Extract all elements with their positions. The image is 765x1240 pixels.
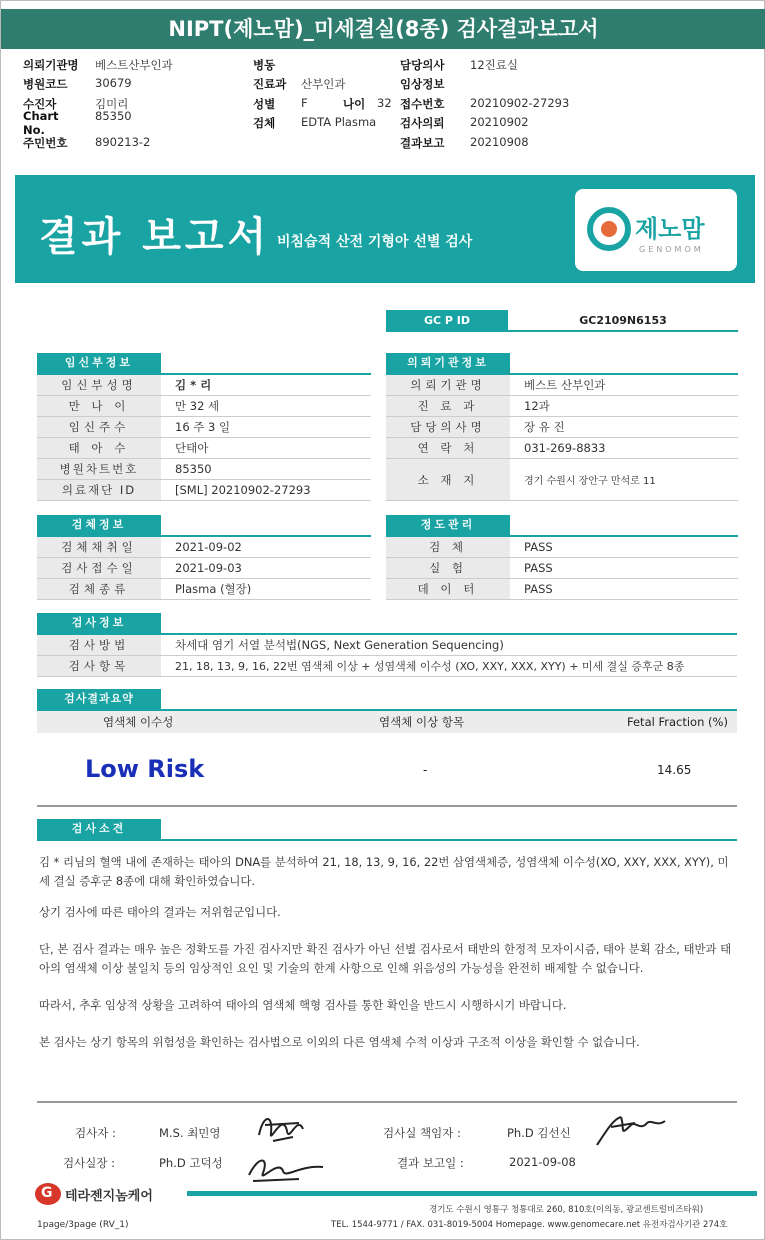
patient-meta [23, 55, 753, 153]
pregnancy-info [37, 353, 371, 501]
meta-value: 산부인과 [301, 77, 346, 92]
banner-subtitle: 비침습적 산전 기형아 선별 검사 [277, 234, 473, 250]
meta-label: 병동 [253, 57, 276, 72]
terragen-logo-icon [35, 1183, 61, 1205]
field-label: 만 나 이 [37, 396, 161, 416]
findings-text [39, 853, 739, 1064]
field-value: 경기 수원시 장안구 만석로 11 [524, 476, 656, 487]
finding-paragraph: 본 검사는 상기 항목의 위험성을 확인하는 검사법으로 이외의 다른 염색체 수적 이상과 구조적 이상을 확인할 수 없습니다. [39, 1035, 640, 1049]
meta-label: 검사의뢰 [400, 116, 445, 131]
meta-value: 30679 [95, 76, 132, 91]
meta-label: 성별 [253, 96, 276, 111]
logo-subtext: GENOMOM [639, 245, 704, 254]
section-heading: 임신부정보 [37, 353, 161, 373]
field-value: 베스트 산부인과 [524, 378, 606, 392]
signature-label: 검사실장 : [63, 1156, 115, 1170]
qc-status: PASS [524, 582, 553, 596]
field-label: 의료재단 ID [37, 480, 161, 500]
meta-label: 임상정보 [400, 77, 445, 92]
section-heading: 검사소견 [37, 819, 161, 839]
field-label: 검체채취일 [37, 537, 161, 557]
field-label: 검체종류 [37, 579, 161, 599]
column-header: 염색체 이상 항목 [379, 715, 465, 729]
meta-label: 병원코드 [23, 77, 68, 92]
meta-label: 담당의사 [400, 57, 445, 72]
field-value: 16 주 3 일 [175, 420, 231, 434]
company-address: 경기도 수원시 영통구 청통대로 260, 810호(이의동, 광교센트럴비즈타워) [429, 1205, 704, 1215]
field-label: 데 이 터 [386, 579, 510, 599]
meta-value: 20210908 [470, 134, 529, 149]
result-summary [37, 689, 737, 711]
field-value: 차세대 염기 서열 분석법(NGS, Next Generation Sequencing) [175, 638, 504, 652]
meta-value: 20210902 [470, 115, 529, 130]
field-label: 임신주수 [37, 417, 161, 437]
summary-header-row [37, 711, 737, 733]
handwritten-signature-2 [239, 1149, 329, 1189]
finding-paragraph: 따라서, 추후 임상적 상황을 고려하여 태아의 염색체 핵형 검사를 통한 확인을 반드시 시행하시기 바랍니다. [39, 998, 567, 1012]
field-label: 실 험 [386, 558, 510, 578]
section-heading: 검사결과요약 [37, 689, 161, 709]
section-heading: 검사정보 [37, 613, 161, 633]
fetal-fraction: 14.65 [657, 763, 692, 777]
test-info [37, 613, 737, 677]
field-value: 031-269-8833 [524, 441, 606, 455]
meta-value: 32 [377, 95, 392, 110]
field-label: 담당의사명 [386, 417, 510, 437]
page-number: 1page/3page (RV_1) [37, 1220, 129, 1230]
meta-label: 수진자 [23, 96, 57, 111]
field-label: 임신부성명 [37, 375, 161, 395]
genomom-logo-icon [587, 207, 631, 251]
field-label: 검사접수일 [37, 558, 161, 578]
institution-info [386, 353, 738, 501]
signature-label: 결과 보고일 : [397, 1156, 464, 1170]
field-value: 장 유 진 [524, 420, 565, 434]
section-heading: 검체정보 [37, 515, 161, 535]
section-heading: 의뢰기관정보 [386, 353, 510, 373]
signature-name: Ph.D 김선신 [507, 1126, 571, 1140]
gc-pid [386, 310, 738, 332]
meta-value: EDTA Plasma [301, 115, 377, 130]
field-label: 의뢰기관명 [386, 375, 510, 395]
signature-name: Ph.D 고덕성 [159, 1156, 223, 1170]
finding-paragraph: 단, 본 검사 결과는 매우 높은 정확도를 가진 검사지만 확진 검사가 아닌 선별 검사로서 태반의 한정적 모자이시즘, 태아 분획 감소, 태반과 태아의 염색체 이상 불일치 등의 임상적인 요인 및 기술의 한계 사항으로 인해 위음성의 가능성을 완전히 배제할 수 없습니다. [39, 942, 732, 975]
handwritten-signature-3 [591, 1109, 671, 1149]
company-name: 테라젠지놈케어 [65, 1189, 153, 1204]
column-header: Fetal Fraction (%) [627, 715, 728, 729]
genomom-logo [575, 189, 737, 271]
company-contact: TEL. 1544-9771 / FAX. 031-8019-5004 Homepage. www.genomecare.net 유전자검사기관 274호 [331, 1220, 728, 1230]
field-value: 21, 18, 13, 9, 16, 22번 염색체 이상 + 성염색체 이수성 (XO, XXY, XXX, XYY) + 미세 결실 증후군 8종 [175, 660, 685, 673]
field-value: 2021-09-03 [175, 561, 242, 575]
field-label: 검사방법 [37, 635, 161, 655]
abnormal-items: - [423, 763, 428, 777]
gc-pid-label: GC P ID [386, 310, 508, 330]
meta-label: 진료과 [253, 77, 287, 92]
handwritten-signature-1 [253, 1105, 313, 1151]
meta-label: 주민번호 [23, 135, 68, 150]
meta-value: F [301, 95, 308, 110]
risk-result: Low Risk [85, 755, 205, 783]
meta-label: 검체 [253, 116, 276, 131]
signature-label: 검사실 책임자 : [383, 1126, 461, 1140]
field-label: 진 료 과 [386, 396, 510, 416]
field-value: 단태아 [175, 441, 209, 455]
meta-label: 나이 [343, 96, 366, 111]
qc-status: PASS [524, 561, 553, 575]
specimen-info [37, 515, 371, 600]
report-title: NIPT(제노맘)_미세결실(8종) 검사결과보고서 [1, 9, 765, 49]
meta-label: 결과보고 [400, 135, 445, 150]
findings-section [37, 819, 737, 841]
report-banner [15, 175, 755, 283]
qc-status: PASS [524, 540, 553, 554]
section-heading: 정도관리 [386, 515, 510, 535]
column-header: 염색체 이수성 [103, 715, 174, 729]
field-label: 태 아 수 [37, 438, 161, 458]
signature-label: 검사자 : [75, 1126, 116, 1140]
logo-text: 제노맘 [635, 215, 705, 243]
report-date: 2021-09-08 [509, 1155, 576, 1169]
field-value: 2021-09-02 [175, 540, 242, 554]
meta-value: 20210902-27293 [470, 95, 570, 110]
quality-control [386, 515, 738, 600]
meta-value: 베스트산부인과 [95, 57, 173, 72]
field-value: 85350 [175, 462, 212, 476]
field-value: 만 32 세 [175, 399, 220, 413]
meta-label: Chart No. [23, 109, 59, 138]
field-label: 검 체 [386, 537, 510, 557]
signature-name: M.S. 최민영 [159, 1126, 221, 1140]
banner-title: 결과 보고서 [39, 214, 271, 260]
meta-value: 김미리 [95, 96, 129, 111]
meta-value: 85350 [95, 109, 132, 124]
meta-label: 의뢰기관명 [23, 57, 79, 72]
field-label: 병원차트번호 [37, 459, 161, 479]
gc-pid-value: GC2109N6153 [579, 314, 667, 327]
field-value: 김 * 리 [175, 378, 212, 392]
field-value: 12과 [524, 399, 550, 413]
field-label: 검사항목 [37, 656, 161, 676]
field-value: [SML] 20210902-27293 [175, 483, 311, 497]
meta-value: 890213-2 [95, 134, 151, 149]
field-label: 연 락 처 [386, 438, 510, 458]
finding-paragraph: 김 * 리님의 혈액 내에 존재하는 태아의 DNA를 분석하여 21, 18, 13, 9, 16, 22번 삼염색체증, 성염색체 이수성(XO, XXY, XXX, XYY), 미세 결실 증후군 8종에 대해 확인하였습니다. [39, 855, 729, 888]
field-label: 소 재 지 [386, 459, 510, 500]
field-value: Plasma (혈장) [175, 582, 252, 596]
meta-label: 접수번호 [400, 96, 445, 111]
meta-value: 12진료실 [470, 57, 518, 72]
finding-paragraph: 상기 검사에 따른 태아의 결과는 저위험군입니다. [39, 905, 281, 919]
